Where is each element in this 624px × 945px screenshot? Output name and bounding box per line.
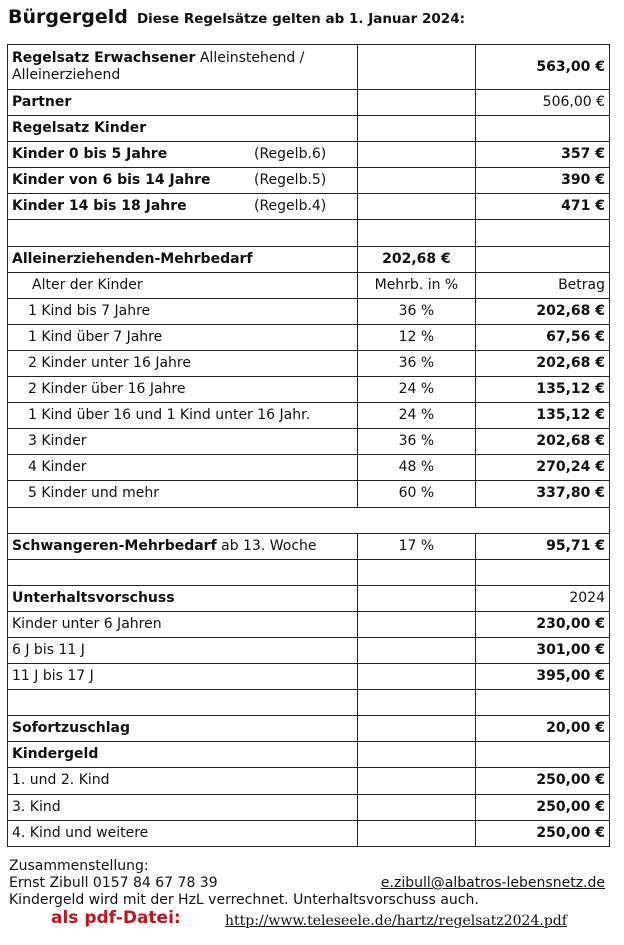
cell-label: 1. und 2. Kind bbox=[8, 768, 358, 794]
cell-empty bbox=[357, 664, 476, 690]
cell-empty bbox=[357, 585, 476, 611]
table-row bbox=[8, 481, 610, 507]
cell-label: 11 J bis 17 J bbox=[8, 664, 358, 690]
row-label-bold: Regelsatz Erwachsener bbox=[12, 50, 196, 66]
table-row bbox=[8, 455, 610, 481]
cell-percent: 48 % bbox=[357, 455, 476, 481]
cell-value: 250,00 € bbox=[476, 768, 610, 794]
cell-label: 2 Kinder unter 16 Jahre bbox=[8, 350, 358, 376]
pdf-row bbox=[9, 910, 609, 932]
cell-value: 20,00 € bbox=[476, 716, 610, 742]
cell-value: 471 € bbox=[476, 194, 610, 220]
table-row bbox=[8, 611, 610, 637]
cell-empty bbox=[476, 220, 610, 246]
cell-empty bbox=[476, 507, 610, 533]
cell-value: 563,00 € bbox=[476, 45, 610, 90]
cell-empty bbox=[357, 168, 476, 194]
cell-empty bbox=[357, 507, 476, 533]
cell-empty bbox=[357, 794, 476, 820]
cell-year: 2024 bbox=[476, 585, 610, 611]
regelbedarf-stufe: (Regelb.5) bbox=[254, 172, 327, 189]
cell-percent: 36 % bbox=[357, 298, 476, 324]
cell-label bbox=[8, 194, 358, 220]
table-row bbox=[8, 429, 610, 455]
cell-empty bbox=[8, 220, 358, 246]
cell-label: 2 Kinder über 16 Jahre bbox=[8, 377, 358, 403]
row-label: Kinder von 6 bis 14 Jahre bbox=[12, 172, 211, 189]
table-row bbox=[8, 664, 610, 690]
cell-empty bbox=[357, 45, 476, 90]
cell-value: 357 € bbox=[476, 142, 610, 168]
table-row bbox=[8, 585, 610, 611]
page-header bbox=[8, 6, 465, 38]
cell-label: 3. Kind bbox=[8, 794, 358, 820]
column-header-alter: Alter der Kinder bbox=[8, 272, 358, 298]
cell-value: 250,00 € bbox=[476, 820, 610, 846]
table-row bbox=[8, 742, 610, 768]
cell-percent: 36 % bbox=[357, 350, 476, 376]
table-row bbox=[8, 350, 610, 376]
cell-label: Alleinerziehenden-Mehrbedarf bbox=[8, 246, 358, 272]
cell-value: 95,71 € bbox=[476, 533, 610, 559]
cell-empty bbox=[476, 742, 610, 768]
cell-label: 5 Kinder und mehr bbox=[8, 481, 358, 507]
table-row-blank bbox=[8, 507, 610, 533]
cell-value: 337,80 € bbox=[476, 481, 610, 507]
cell-amount: 202,68 € bbox=[357, 246, 476, 272]
cell-value: 270,24 € bbox=[476, 455, 610, 481]
table-row bbox=[8, 716, 610, 742]
column-header-betrag: Betrag bbox=[476, 272, 610, 298]
footer-contact bbox=[9, 875, 609, 892]
rates-table bbox=[7, 44, 610, 847]
cell-empty bbox=[357, 742, 476, 768]
table-row bbox=[8, 298, 610, 324]
table-row-blank bbox=[8, 220, 610, 246]
cell-empty bbox=[357, 768, 476, 794]
page-title: Bürgergeld bbox=[8, 6, 128, 28]
cell-label: 6 J bis 11 J bbox=[8, 637, 358, 663]
footer-compiled-by: Zusammenstellung: bbox=[9, 858, 149, 874]
cell-empty bbox=[357, 820, 476, 846]
cell-value: 67,56 € bbox=[476, 324, 610, 350]
table-row bbox=[8, 116, 610, 142]
regelbedarf-stufe: (Regelb.6) bbox=[254, 146, 327, 163]
cell-empty bbox=[8, 507, 358, 533]
table-row bbox=[8, 768, 610, 794]
table-row bbox=[8, 377, 610, 403]
footer-author-phone: Ernst Zibull 0157 84 67 78 39 bbox=[9, 875, 218, 891]
cell-empty bbox=[357, 142, 476, 168]
cell-empty bbox=[476, 559, 610, 585]
table-row bbox=[8, 142, 610, 168]
cell-percent: 36 % bbox=[357, 429, 476, 455]
table-row bbox=[8, 637, 610, 663]
cell-label: 3 Kinder bbox=[8, 429, 358, 455]
table-row-blank bbox=[8, 559, 610, 585]
cell-label: Kindergeld bbox=[8, 742, 358, 768]
cell-value: 301,00 € bbox=[476, 637, 610, 663]
table-row bbox=[8, 820, 610, 846]
table-row-blank bbox=[8, 690, 610, 716]
cell-empty bbox=[357, 194, 476, 220]
table-row bbox=[8, 194, 610, 220]
cell-empty bbox=[357, 559, 476, 585]
cell-value: 395,00 € bbox=[476, 664, 610, 690]
table-row bbox=[8, 45, 610, 90]
email-link[interactable]: e.zibull@albatros-lebensnetz.de bbox=[380, 875, 605, 891]
table-row bbox=[8, 246, 610, 272]
table-row bbox=[8, 403, 610, 429]
cell-percent: 60 % bbox=[357, 481, 476, 507]
pdf-link[interactable]: http://www.teleseele.de/hartz/regelsatz2024.pdf bbox=[225, 913, 567, 929]
cell-empty bbox=[357, 716, 476, 742]
cell-label bbox=[8, 45, 358, 90]
table-row bbox=[8, 794, 610, 820]
cell-value: 390 € bbox=[476, 168, 610, 194]
cell-label: 1 Kind über 7 Jahre bbox=[8, 324, 358, 350]
cell-value: 135,12 € bbox=[476, 403, 610, 429]
footer bbox=[9, 858, 609, 932]
cell-empty bbox=[8, 559, 358, 585]
cell-label: 1 Kind über 16 und 1 Kind unter 16 Jahr. bbox=[8, 403, 358, 429]
cell-label: Partner bbox=[8, 90, 358, 116]
cell-percent: 24 % bbox=[357, 377, 476, 403]
cell-empty bbox=[476, 690, 610, 716]
cell-empty bbox=[476, 116, 610, 142]
cell-label: 1 Kind bis 7 Jahre bbox=[8, 298, 358, 324]
cell-value: 250,00 € bbox=[476, 794, 610, 820]
table-row bbox=[8, 533, 610, 559]
table-row bbox=[8, 90, 610, 116]
row-label: Kinder 14 bis 18 Jahre bbox=[12, 198, 187, 215]
cell-empty bbox=[476, 246, 610, 272]
cell-value: 202,68 € bbox=[476, 298, 610, 324]
table-header-row bbox=[8, 272, 610, 298]
cell-value: 202,68 € bbox=[476, 429, 610, 455]
row-label-bold: Schwangeren-Mehrbedarf bbox=[12, 537, 217, 554]
cell-empty bbox=[8, 690, 358, 716]
cell-empty bbox=[357, 611, 476, 637]
table-row bbox=[8, 324, 610, 350]
cell-percent: 12 % bbox=[357, 324, 476, 350]
cell-label bbox=[8, 142, 358, 168]
cell-value: 506,00 € bbox=[476, 90, 610, 116]
cell-percent: 17 % bbox=[357, 533, 476, 559]
row-label-text: ab 13. Woche bbox=[216, 537, 317, 554]
cell-empty bbox=[357, 116, 476, 142]
footer-note: Kindergeld wird mit der HzL verrechnet. Unterhaltsvorschuss auch. bbox=[9, 892, 479, 908]
cell-label bbox=[8, 168, 358, 194]
cell-value: 135,12 € bbox=[476, 377, 610, 403]
pdf-label: als pdf-Datei: bbox=[51, 908, 181, 928]
cell-value: 202,68 € bbox=[476, 350, 610, 376]
cell-label: Unterhaltsvorschuss bbox=[8, 585, 358, 611]
row-label: Kinder 0 bis 5 Jahre bbox=[12, 146, 168, 163]
table-row bbox=[8, 168, 610, 194]
cell-empty bbox=[357, 637, 476, 663]
row-label-text: Alleinstehend / Alleinerziehend bbox=[12, 50, 305, 83]
column-header-percent: Mehrb. in % bbox=[357, 272, 476, 298]
cell-empty bbox=[357, 90, 476, 116]
cell-percent: 24 % bbox=[357, 403, 476, 429]
cell-label bbox=[8, 533, 358, 559]
cell-label: 4. Kind und weitere bbox=[8, 820, 358, 846]
cell-label: Kinder unter 6 Jahren bbox=[8, 611, 358, 637]
cell-label: 4 Kinder bbox=[8, 455, 358, 481]
cell-value: 230,00 € bbox=[476, 611, 610, 637]
cell-empty bbox=[357, 690, 476, 716]
cell-empty bbox=[357, 220, 476, 246]
regelbedarf-stufe: (Regelb.4) bbox=[254, 198, 327, 215]
cell-label: Sofortzuschlag bbox=[8, 716, 358, 742]
page-subtitle: Diese Regelsätze gelten ab 1. Januar 2024: bbox=[136, 11, 465, 27]
cell-label: Regelsatz Kinder bbox=[8, 116, 358, 142]
